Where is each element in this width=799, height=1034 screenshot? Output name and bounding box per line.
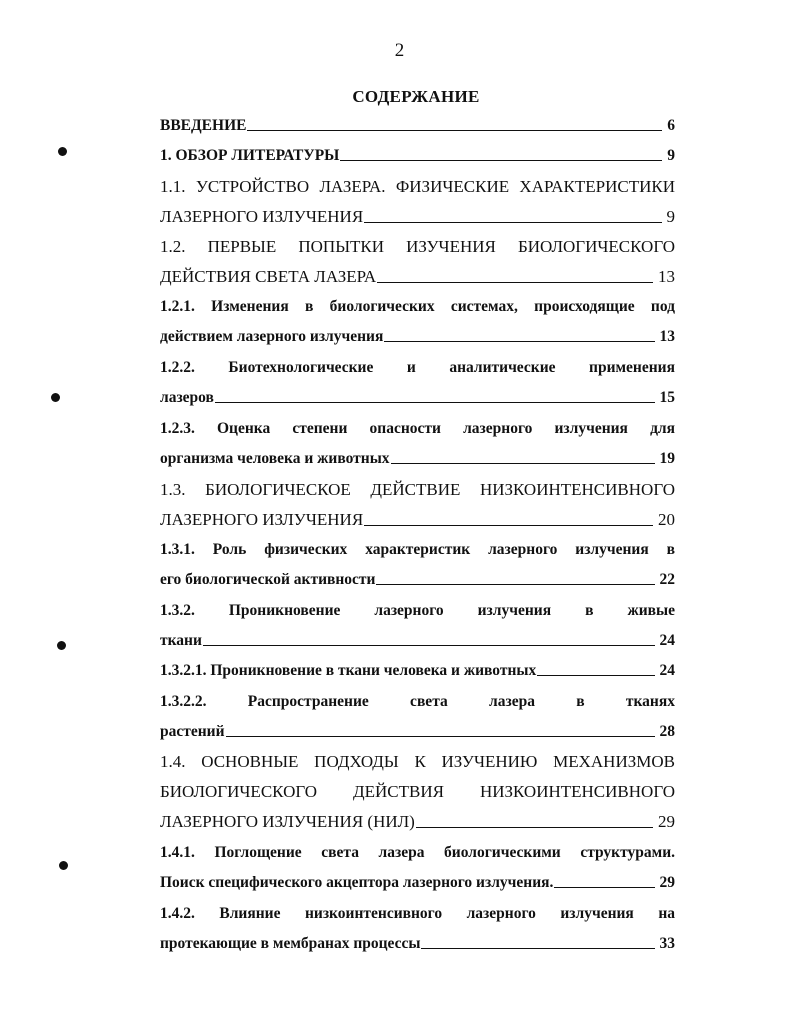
punch-hole-mark bbox=[51, 393, 60, 402]
toc-page-number: 9 bbox=[666, 207, 675, 226]
toc-line bbox=[160, 117, 675, 135]
toc-page-number: 13 bbox=[659, 328, 675, 345]
toc-line bbox=[160, 571, 675, 589]
toc-entry-text: 1.3.2.1. Проникновение в ткани человека и животных bbox=[160, 662, 537, 679]
toc-page-number: 15 bbox=[659, 389, 675, 406]
toc-entry-text: Поиск специфического акцептора лазерного излучения. bbox=[160, 874, 554, 891]
toc-page-number: 29 bbox=[658, 812, 675, 831]
toc-page-number: 24 bbox=[659, 662, 675, 679]
toc-page-number: 9 bbox=[667, 147, 675, 164]
toc-entry-text: организма человека и животных bbox=[160, 450, 390, 467]
leader-line bbox=[226, 736, 655, 737]
toc-line bbox=[160, 207, 675, 227]
leader-line bbox=[377, 282, 653, 283]
toc-entry-text: протекающие в мембранах процессы bbox=[160, 935, 421, 952]
toc-line: 1.3.2. Проникновение лазерного излучения в живые bbox=[160, 602, 675, 619]
punch-hole-mark bbox=[57, 641, 66, 650]
toc-entry-text: лазеров bbox=[160, 389, 214, 406]
leader-line bbox=[416, 827, 653, 828]
toc-line bbox=[160, 267, 675, 287]
leader-line bbox=[215, 402, 655, 403]
toc-page-number: 6 bbox=[667, 117, 675, 134]
toc-page-number: 19 bbox=[659, 450, 675, 467]
toc-entry-text: действием лазерного излучения bbox=[160, 328, 384, 345]
toc-entry-text: ткани bbox=[160, 632, 202, 649]
toc-entry-text: ВВЕДЕНИЕ bbox=[160, 117, 247, 134]
punch-hole-mark bbox=[59, 861, 68, 870]
page-number: 2 bbox=[394, 40, 405, 61]
leader-line bbox=[364, 525, 653, 526]
toc-title: СОДЕРЖАНИЕ bbox=[352, 87, 480, 106]
leader-line bbox=[376, 584, 654, 585]
toc-page-number: 13 bbox=[658, 267, 675, 286]
toc-page-number: 33 bbox=[659, 935, 675, 952]
toc-entry-text: ЛАЗЕРНОГО ИЗЛУЧЕНИЯ (НИЛ) bbox=[160, 812, 415, 831]
leader-line bbox=[384, 341, 654, 342]
toc-page-number: 24 bbox=[659, 632, 675, 649]
punch-hole-mark bbox=[58, 147, 67, 156]
toc-entry-text: 1. ОБЗОР ЛИТЕРАТУРЫ bbox=[160, 147, 340, 164]
toc-page-number: 29 bbox=[659, 874, 675, 891]
toc-page-number: 22 bbox=[659, 571, 675, 588]
toc-line bbox=[160, 632, 675, 650]
toc-line bbox=[160, 450, 675, 468]
toc-line: 1.3.1. Роль физических характеристик лазерного излучения в bbox=[160, 541, 675, 558]
toc-entry-text: ДЕЙСТВИЯ СВЕТА ЛАЗЕРА bbox=[160, 267, 377, 286]
toc-line: 1.2.2. Биотехнологические и аналитические применения bbox=[160, 359, 675, 376]
leader-line bbox=[421, 948, 654, 949]
toc-line: 1.2. ПЕРВЫЕ ПОПЫТКИ ИЗУЧЕНИЯ БИОЛОГИЧЕСКОГО bbox=[160, 237, 675, 256]
leader-line bbox=[554, 887, 654, 888]
toc-line: 1.2.1. Изменения в биологических системах, происходящие под bbox=[160, 298, 675, 315]
toc-line bbox=[160, 510, 675, 530]
toc-line bbox=[160, 662, 675, 680]
toc-line bbox=[160, 389, 675, 407]
leader-line bbox=[340, 160, 662, 161]
toc-line bbox=[160, 874, 675, 892]
toc-line bbox=[160, 723, 675, 741]
toc-line: 1.3. БИОЛОГИЧЕСКОЕ ДЕЙСТВИЕ НИЗКОИНТЕНСИВНОГО bbox=[160, 480, 675, 499]
toc-line: 1.4. ОСНОВНЫЕ ПОДХОДЫ К ИЗУЧЕНИЮ МЕХАНИЗМОВ bbox=[160, 752, 675, 771]
toc-entry-text: ЛАЗЕРНОГО ИЗЛУЧЕНИЯ bbox=[160, 510, 364, 529]
leader-line bbox=[537, 675, 654, 676]
toc-entry-text: его биологической активности bbox=[160, 571, 376, 588]
toc-line bbox=[160, 328, 675, 346]
toc-line bbox=[160, 147, 675, 165]
toc-line: 1.4.2. Влияние низкоинтенсивного лазерного излучения на bbox=[160, 905, 675, 922]
toc-page-number: 28 bbox=[659, 723, 675, 740]
toc-line: БИОЛОГИЧЕСКОГО ДЕЙСТВИЯ НИЗКОИНТЕНСИВНОГО bbox=[160, 782, 675, 801]
leader-line bbox=[391, 463, 655, 464]
toc-entry-text: растений bbox=[160, 723, 225, 740]
toc-line: 1.2.3. Оценка степени опасности лазерного излучения для bbox=[160, 420, 675, 437]
toc-line bbox=[160, 935, 675, 953]
leader-line bbox=[364, 222, 661, 223]
toc-line: 1.3.2.2. Распространение света лазера в тканях bbox=[160, 693, 675, 710]
toc-line: 1.4.1. Поглощение света лазера биологическими структурами. bbox=[160, 844, 675, 861]
leader-line bbox=[203, 645, 655, 646]
toc-line: 1.1. УСТРОЙСТВО ЛАЗЕРА. ФИЗИЧЕСКИЕ ХАРАКТЕРИСТИКИ bbox=[160, 177, 675, 196]
toc-line bbox=[160, 812, 675, 832]
toc-entry-text: ЛАЗЕРНОГО ИЗЛУЧЕНИЯ bbox=[160, 207, 364, 226]
toc-page-number: 20 bbox=[658, 510, 675, 529]
leader-line bbox=[247, 130, 662, 131]
